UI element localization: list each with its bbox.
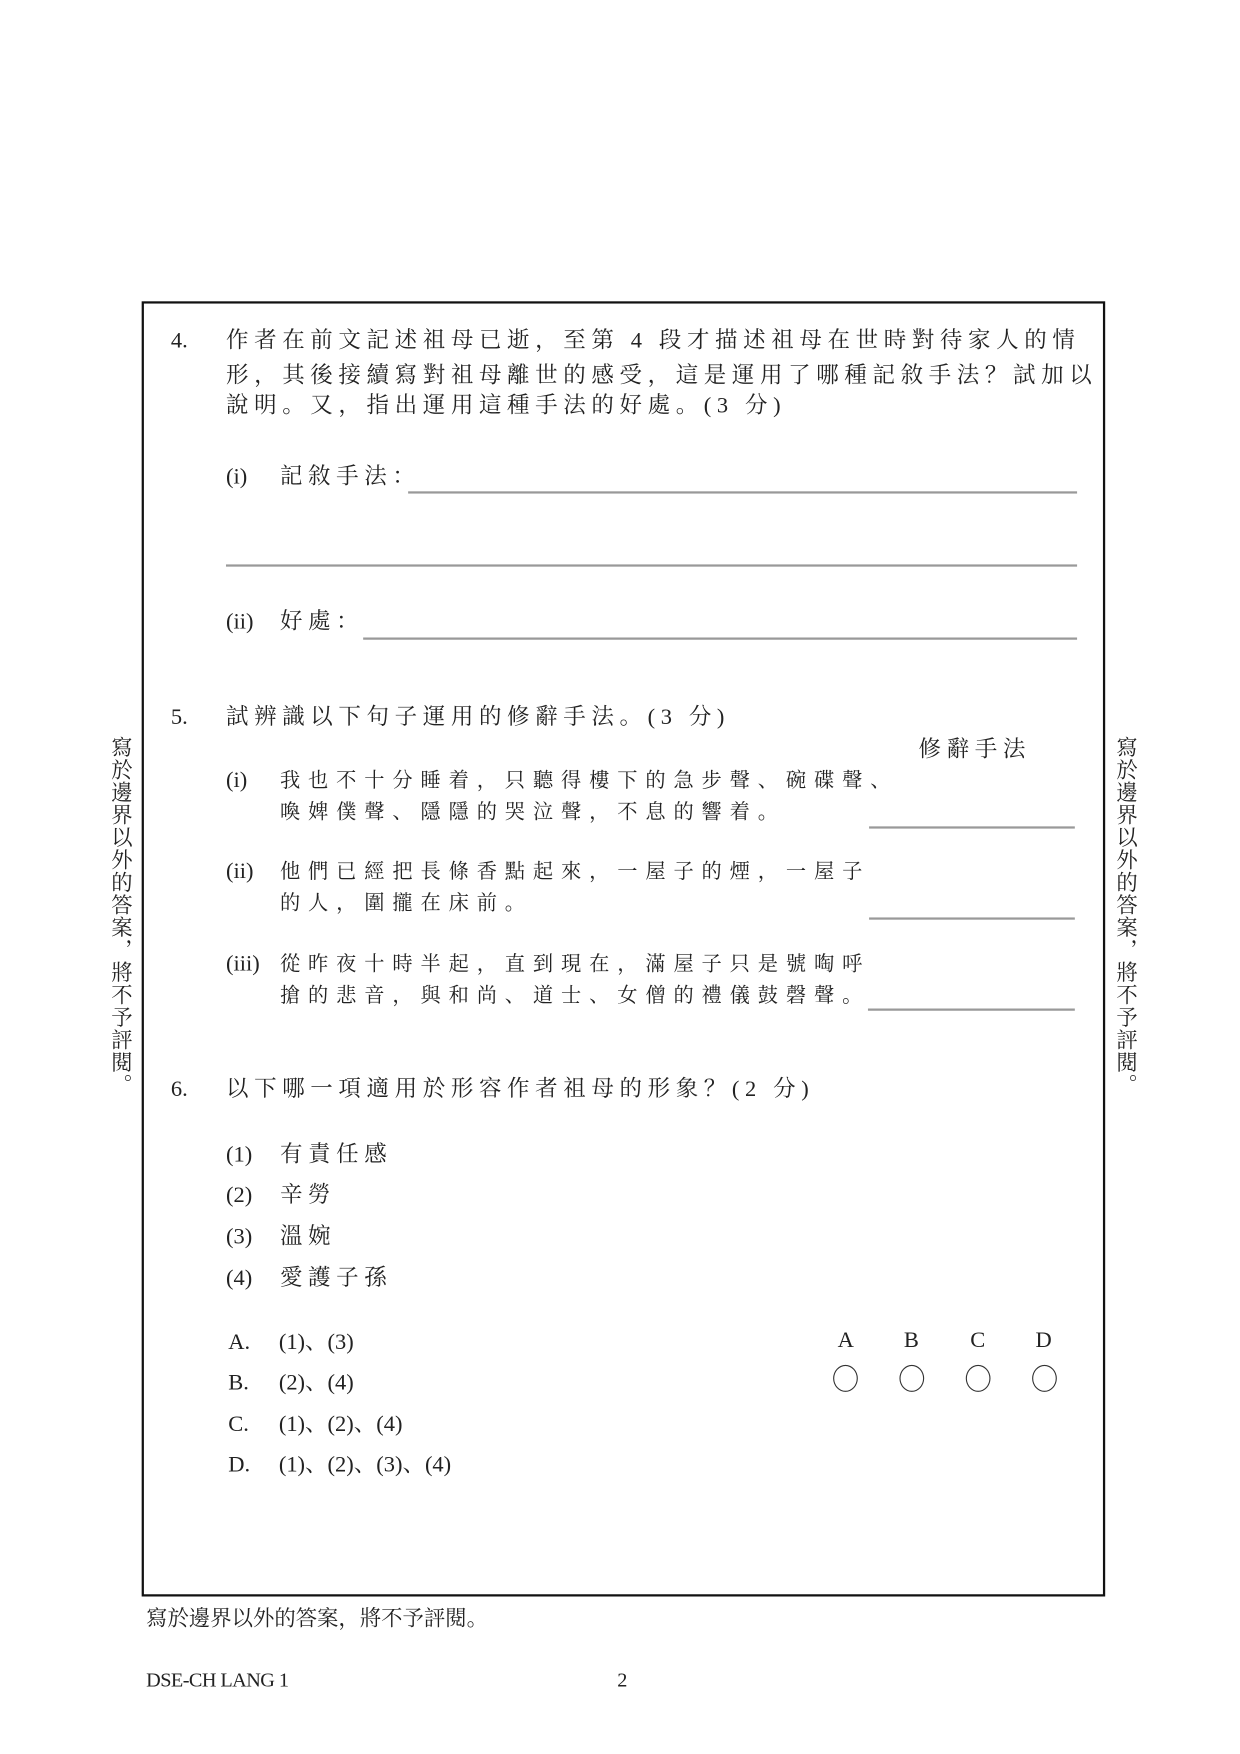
q6-option-letter: A.: [228, 1330, 251, 1355]
q5-item-line: 他們已經把長條香點起來，一屋子的煙，一屋子: [279, 860, 871, 883]
q5-item-line: 搶的悲音，與和尚、道士、女僧的禮儀鼓磬聲。: [279, 983, 871, 1007]
q6-statement-text: 愛護子孫: [279, 1265, 393, 1291]
q4-text-line: 形，其後接續寫對祖母離世的感受，這是運用了哪種記敘手法？試加以: [225, 363, 1098, 388]
q6-option-text: (1)、(3): [278, 1330, 354, 1355]
page-number: 2: [617, 1668, 628, 1691]
q4-number: 4.: [170, 328, 188, 354]
q5-column-header: 修辭手法: [918, 737, 1031, 763]
q6-option-text: (1)、(2)、(4): [278, 1412, 403, 1437]
q6-statement-text: 溫婉: [279, 1224, 337, 1250]
q4-part-i-label: (i): [225, 464, 248, 490]
q4-text-line: 作者在前文記述祖母已逝，至第 4 段才描述祖母在世時對待家人的情: [225, 328, 1081, 354]
answer-bubble-b[interactable]: [899, 1365, 924, 1392]
q6-question: 以下哪一項適用於形容作者祖母的形象？(2 分): [225, 1077, 815, 1102]
q6-statement-label: (1): [225, 1142, 253, 1168]
q5-answer-line-iii[interactable]: [868, 1008, 1075, 1010]
q6-option-text: (1)、(2)、(3)、(4): [278, 1452, 452, 1478]
q4-answer-line-i-2[interactable]: [226, 564, 1077, 566]
q5-item-label: (iii): [225, 951, 260, 976]
q6-option-letter: C.: [228, 1412, 249, 1437]
q4-part-ii-label: (ii): [225, 609, 254, 635]
bubble-label-d: D: [1035, 1327, 1052, 1353]
right-margin-note: 寫於邊界以外的答案，將不予評閱。: [1113, 736, 1137, 1097]
footer-note: 寫於邊界以外的答案，將不予評閱。: [146, 1607, 488, 1632]
q6-statement-text: 辛勞: [279, 1182, 337, 1208]
q5-item-label: (ii): [225, 858, 254, 884]
q4-answer-line-ii[interactable]: [363, 637, 1077, 639]
q5-answer-line-ii[interactable]: [869, 917, 1075, 919]
q5-question: 試辨識以下句子運用的修辭手法。(3 分): [225, 704, 731, 730]
q5-item-line: 從昨夜十時半起，直到現在，滿屋子只是號啕呼: [279, 952, 871, 975]
bubble-label-c: C: [970, 1327, 986, 1353]
bubble-label-b: B: [903, 1327, 919, 1353]
q5-item-line: 的人，圍攏在床前。: [279, 891, 533, 915]
q6-option-letter: B.: [228, 1370, 249, 1396]
left-margin-note: 寫於邊界以外的答案，將不予評閱。: [107, 736, 132, 1097]
q5-item-line: 我也不十分睡着，只聽得樓下的急步聲、碗碟聲、: [279, 769, 899, 792]
q6-option-letter: D.: [228, 1452, 251, 1478]
bubble-label-a: A: [837, 1327, 854, 1353]
q4-answer-line-i[interactable]: [408, 491, 1077, 493]
q6-statement-label: (2): [225, 1182, 253, 1208]
answer-bubble-a[interactable]: [833, 1365, 858, 1392]
q4-text-line: 說明。又，指出運用這種手法的好處。(3 分): [225, 393, 787, 419]
q4-part-i-text: 記敘手法：: [279, 464, 421, 490]
q6-statement-label: (4): [225, 1265, 253, 1291]
q5-answer-line-i[interactable]: [869, 826, 1075, 828]
q6-statement-text: 有責任感: [279, 1142, 393, 1168]
q6-statement-label: (3): [225, 1224, 253, 1250]
paper-code: DSE-CH LANG 1: [146, 1668, 289, 1691]
answer-bubble-c[interactable]: [966, 1365, 991, 1392]
q5-item-line: 喚婢僕聲、隱隱的哭泣聲，不息的響着。: [279, 800, 786, 823]
q6-option-text: (2)、(4): [278, 1370, 354, 1396]
answer-bubble-d[interactable]: [1032, 1365, 1057, 1392]
q5-item-label: (i): [225, 767, 248, 793]
q5-number: 5.: [170, 704, 188, 730]
q6-number: 6.: [170, 1077, 188, 1102]
q4-part-ii-text: 好處：: [279, 609, 365, 635]
